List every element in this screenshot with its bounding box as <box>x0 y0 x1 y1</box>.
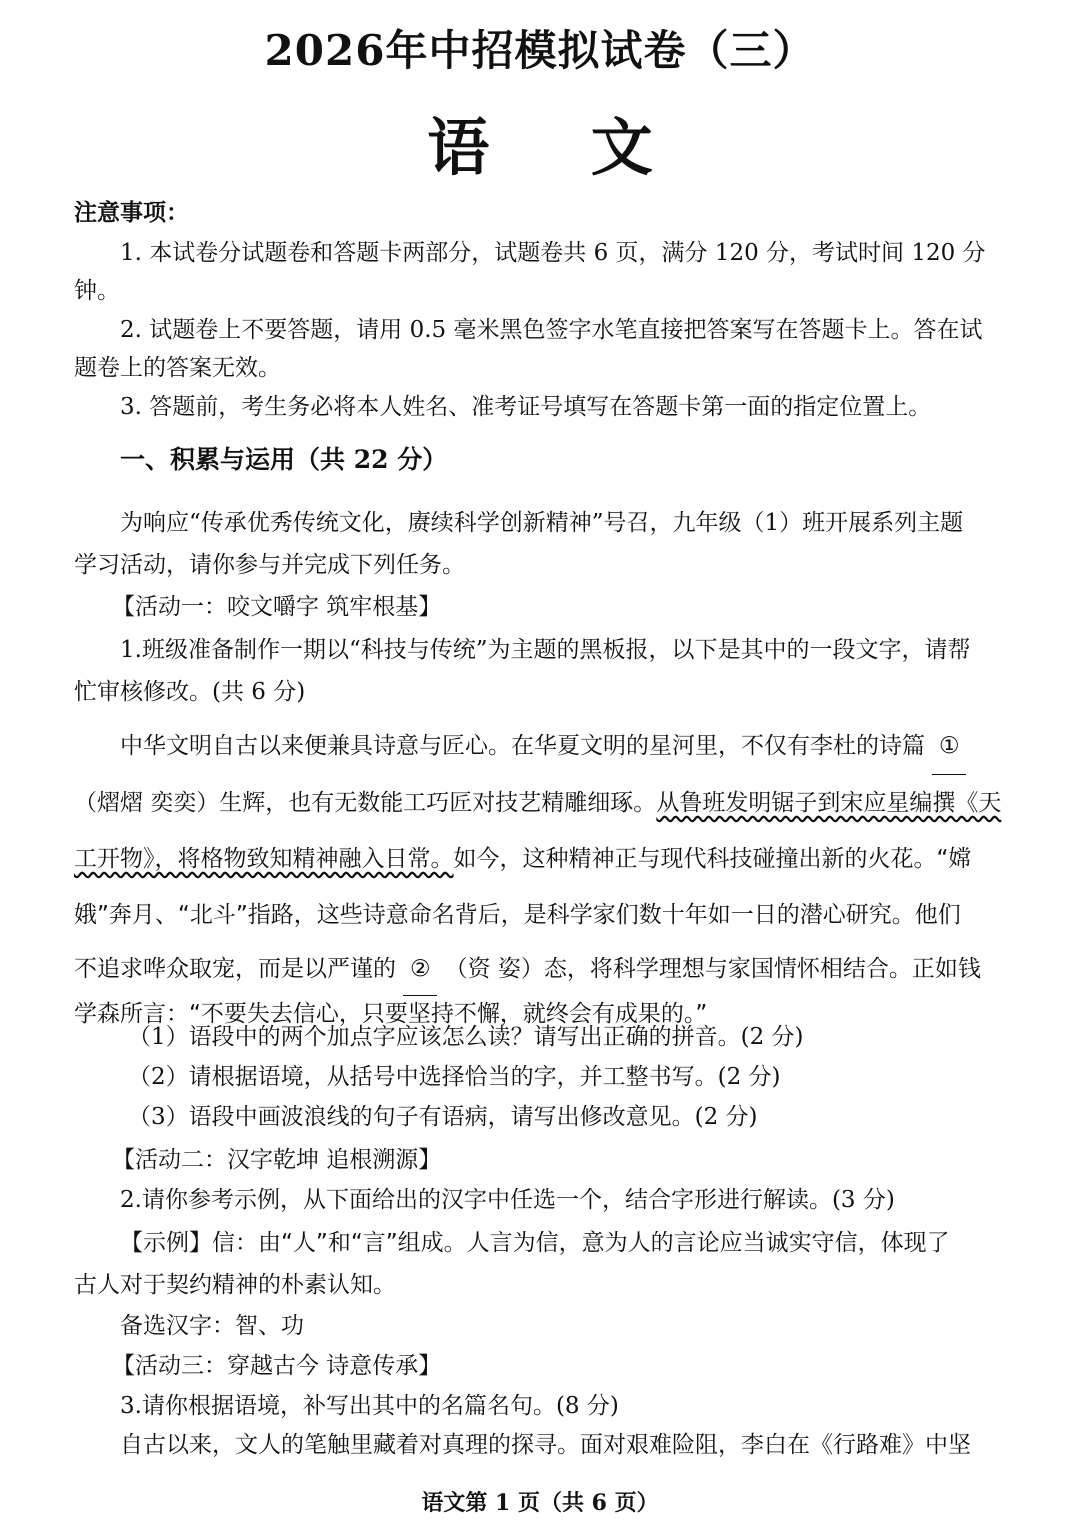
note-item-1 <box>74 236 1006 308</box>
question-3-text: 自古以来，文人的笔触里藏着对真理的探寻。面对艰难险阻，李白在《行路难》中坚 <box>120 1432 971 1458</box>
passage-line-1 <box>74 718 1006 775</box>
note-3-line: 3. 答题前，考生务必将本人姓名、准考证号填写在答题卡第一面的指定位置上。 <box>120 394 932 420</box>
question-1-sub-1: （1）语段中的两个加点字应该怎么读？请写出正确的拼音。(2 分) <box>128 1024 804 1050</box>
example-line-a: 【示例】信：由“人”和“言”组成。人言为信，意为人的言论应当诚实守信，体现了 <box>120 1230 950 1256</box>
question-1-block <box>74 633 1006 709</box>
blank-2: ② <box>403 943 437 996</box>
section-1-intro <box>74 506 1006 582</box>
section-1-heading: 一、积累与运用（共 22 分） <box>120 445 448 474</box>
note-item-3 <box>74 390 1006 424</box>
activity-2-block <box>74 1140 1006 1220</box>
passage <box>74 718 1006 1032</box>
passage-line-3 <box>74 831 1006 887</box>
blank-1: ① <box>932 718 966 775</box>
note-item-2 <box>74 313 1006 385</box>
passage-text: 中华文明自古以来便兼具诗意与匠心。在华夏文明的星河里，不仅有李杜的诗篇 <box>120 733 925 759</box>
question-1-line-b: 忙审核修改。(共 6 分) <box>74 679 306 705</box>
question-1-line-a: 1.班级准备制作一期以“科技与传统”为主题的黑板报，以下是其中的一段文字，请帮 <box>120 637 971 663</box>
passage-line-2 <box>74 775 1006 831</box>
question-2: 2.请你参考示例，从下面给出的汉字中任选一个，结合字形进行解读。(3 分) <box>120 1187 895 1213</box>
passage-text: （资 姿）态，将科学理想与家国情怀相结合。正如钱 <box>444 956 981 982</box>
activity-2-heading: 【活动二：汉字乾坤 追根溯源】 <box>112 1147 442 1173</box>
example-block <box>74 1222 1006 1306</box>
note-2-line-a: 2. 试题卷上不要答题，请用 0.5 毫米黑色签字水笔直接把答案写在答题卡上。答在试 <box>120 317 983 343</box>
note-1-line-b: 钟。 <box>74 278 120 304</box>
example-line-b: 古人对于契约精神的朴素认知。 <box>74 1272 396 1298</box>
exam-title: 2026年中招模拟试卷（三） <box>264 26 816 75</box>
question-1-sub-3: （3）语段中画波浪线的句子有语病，请写出修改意见。(2 分) <box>128 1104 758 1130</box>
wavy-sentence-part-2: 工开物》，将格物致知精神融入日常。 <box>74 846 454 872</box>
subject-title: 语 文 <box>427 111 693 184</box>
passage-text: （熠熠 奕奕）生辉，也有无数能工巧匠对技艺精雕细琢。 <box>74 790 657 816</box>
activity-1-heading: 【活动一：咬文嚼字 筑牢根基】 <box>112 594 442 620</box>
question-3-context <box>74 1428 1006 1462</box>
activity-1-block <box>74 590 1006 624</box>
passage-text: 不追求哗众取宠，而是以严谨的 <box>74 956 396 982</box>
passage-text: 如今，这种精神正与现代科技碰撞出新的火花。“嫦 <box>453 846 972 872</box>
wavy-sentence-part-1: 从鲁班发明锯子到宋应星编撰《天 <box>656 790 1002 816</box>
note-1-line-a: 1. 本试卷分试题卷和答题卡两部分，试题卷共 6 页，满分 120 分，考试时间 120 分 <box>120 240 986 266</box>
intro-line-a: 为响应“传承优秀传统文化，赓续科学创新精神”号召，九年级（1）班开展系列主题 <box>120 510 964 536</box>
question-1-subitems <box>74 1017 1006 1137</box>
question-1-sub-2: （2）请根据语境，从括号中选择恰当的字，并工整书写。(2 分) <box>128 1064 781 1090</box>
passage-line-5 <box>74 943 1006 996</box>
note-2-line-b: 题卷上的答案无效。 <box>74 355 281 381</box>
page-footer: 语文第 1 页（共 6 页） <box>421 1490 659 1516</box>
candidate-characters: 备选汉字：智、功 <box>120 1313 304 1339</box>
notes-block <box>74 196 1006 230</box>
notes-heading: 注意事项： <box>74 199 189 226</box>
question-3: 3.请你根据语境，补写出其中的名篇名句。(8 分) <box>120 1393 619 1419</box>
intro-line-b: 学习活动，请你参与并完成下列任务。 <box>74 552 465 578</box>
passage-line-6: 学森所言：“不要失去信心，只要坚持不懈，就终会有成果的。” <box>74 1001 708 1027</box>
passage-line-4: 娥”奔月、“北斗”指路，这些诗意命名背后，是科学家们数十年如一日的潜心研究。他们 <box>74 902 961 928</box>
section-1-heading-block <box>74 443 1006 477</box>
activity-3-heading: 【活动三：穿越古今 诗意传承】 <box>112 1353 442 1379</box>
activity-3-block <box>74 1306 1006 1426</box>
